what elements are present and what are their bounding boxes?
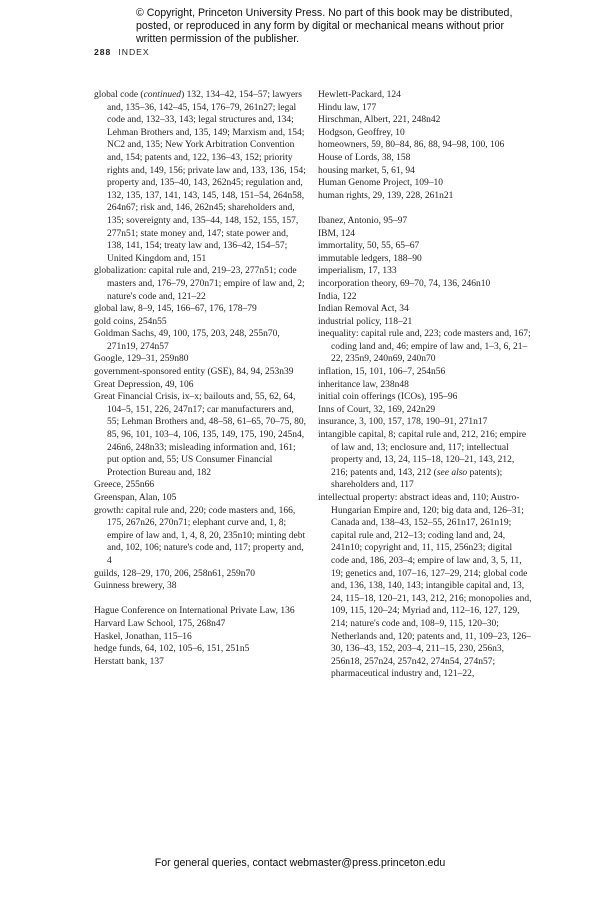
index-letter-gap — [318, 202, 532, 215]
index-entry-text: Greenspan, Alan, 105 — [94, 493, 177, 503]
index-entry — [318, 291, 532, 304]
contact-footer: For general queries, contact webmaster@press.princeton.edu — [154, 857, 446, 869]
index-entry — [318, 89, 532, 102]
index-entry-text: Goldman Sachs, 49, 100, 175, 203, 248, 255n70, 271n19, 274n57 — [94, 329, 280, 352]
index-entry — [94, 89, 306, 265]
index-letter-gap — [94, 593, 306, 606]
index-entry — [94, 505, 306, 568]
index-entry-text: inequality: capital rule and, 223; code masters and, 167; coding land and, 46; empire of law and, 1–3, 6, 21–22, 235n9, 240n69, 240n70 — [318, 329, 531, 365]
index-entry-text: Guinness brewery, 38 — [94, 581, 177, 592]
index-entry — [94, 353, 306, 366]
index-entry — [318, 228, 532, 241]
index-entry-text: guilds, 128–29, 170, 206, 258n61, 259n70 — [94, 568, 255, 579]
index-entry-text: intellectual property: abstract ideas and, 110; Austro-Hungarian Empire and, 120; big data and, 126–31; Canada and, 138–43, 152–55, 261n17, 261n19; capital rule and, 212–13; coding land and, 24, 241n10; copyright and, 11, 115, 256n23; digital code and, 186, 203–4; empire of law and, 3, 5, 11, 19; genetics and, 107–16, 127–29, 214; global code and, 136, 138, 140, 143; intangible capital and, 13, 24, 115–18, 120–21, 143, 212, 216; monopolies and, 109, 115, 120–24; Myriad and, 112–16, 127, 129, 214; nature's code and, 108–9, 115, 120–30; Netherlands and, 120; patents and, 11, 109–23, 126–30, 136–43, 152, 203–4, 211–15, 230, 256n3, 256n18, 257n24, 257n42, 274n54, 274n57; pharmaceutical industry and, 121–22, — [318, 493, 532, 680]
index-entry — [94, 265, 306, 303]
index-entry-text: housing market, 5, 61, 94 — [318, 165, 415, 176]
index-entry-text: gold coins, 254n55 — [94, 316, 167, 327]
index-entry-text: Ibanez, Antonio, 95–97 — [318, 215, 408, 226]
index-entry — [94, 316, 306, 329]
index-entry — [94, 492, 306, 505]
index-entry-text: insurance, 3, 100, 157, 178, 190–91, 271n17 — [318, 417, 488, 428]
index-entry-text: initial coin offerings (ICOs), 195–96 — [318, 392, 458, 403]
index-entry-text: Herstatt bank, 137 — [94, 656, 164, 667]
index-entry — [318, 114, 532, 127]
section-title: INDEX — [118, 47, 150, 57]
index-entry — [318, 165, 532, 178]
index-entry-text: 132, 134–42, 154–57; lawyers and, 135–36, 142–45, 154, 176–79, 261n27; legal code and, 132–33, 143; legal structures and, 134; Lehman Brothers and, 135, 149; Marxism and, 154; NC2 and, 135; New York Arbitration Convention and, 154; patents and, 122, 136–43, 152; priority rights and, 149, 156; private law and, 133, 136, 154; property and, 135–40, 143, 262n45; regulation and, 132, 135, 137, 141, 143, 145, 148, 151–54, 264n58, 264n67; risk and, 146, 262n45; shareholders and, 135; sovereignty and, 135–44, 148, 152, 155, 157, 277n51; state money and, 147; state power and, 138, 141, 154; treaty law and, 136–42, 154–57; United Kingdom and, 151 — [107, 90, 306, 264]
index-entry-text: Great Depression, 49, 106 — [94, 379, 194, 390]
index-entry-text: intangible capital, 8; capital rule and, 212, 216; empire of law and, 13; enclosure and, 117; intellectual property and, 13, 24, 115–18, 120–21, 143, 212, 216; patents and, 143, 212 ( — [318, 430, 527, 478]
index-entry — [94, 328, 306, 353]
index-entry-text: human rights, 29, 139, 228, 261n21 — [318, 190, 454, 201]
index-entry-text: Hirschman, Albert, 221, 248n42 — [318, 115, 441, 126]
index-entry-text: Google, 129–31, 259n80 — [94, 354, 189, 365]
index-entry-text: Harvard Law School, 175, 268n47 — [94, 618, 226, 629]
index-entry — [318, 416, 532, 429]
index-entry-text: globalization: capital rule and, 219–23, 277n51; code masters and, 176–79, 270n71; empire of law and, 2; nature's code and, 121–22 — [94, 266, 305, 302]
index-entry — [94, 643, 306, 656]
index-entry — [318, 127, 532, 140]
index-entry-text: hedge funds, 64, 102, 105–6, 151, 251n5 — [94, 644, 250, 655]
index-entry-text: Hewlett-Packard, 124 — [318, 90, 401, 100]
index-entry-text: Greece, 255n66 — [94, 480, 155, 491]
index-entry-text: IBM, 124 — [318, 228, 355, 239]
index-entry-text: Human Genome Project, 109–10 — [318, 178, 444, 189]
index-entry — [318, 328, 532, 366]
index-entry — [318, 240, 532, 253]
index-entry — [318, 278, 532, 291]
index-entry — [318, 404, 532, 417]
index-entry-text: global law, 8–9, 145, 166–67, 176, 178–79 — [94, 304, 257, 315]
index-entry — [94, 618, 306, 631]
index-entry — [318, 391, 532, 404]
index-entry — [318, 253, 532, 266]
index-entry-text: Great Financial Crisis, ix–x; bailouts and, 55, 62, 64, 104–5, 151, 226, 247n17; car manufacturers and, 55; Lehman Brothers and, 48–58, 61–65, 70–75, 80, 85, 96, 101, 103–4, 106, 135, 149, 175, 190, 245n4, 246n6, 248n33; misleading information and, 161; put option and, 55; US Consumer Financial Protection Bureau and, 182 — [94, 392, 306, 478]
index-entry — [94, 366, 306, 379]
index-entry-text: Haskel, Jonathan, 115–16 — [94, 631, 192, 642]
index-entry-text: incorporation theory, 69–70, 74, 136, 246n10 — [318, 278, 491, 289]
index-entry — [318, 152, 532, 165]
index-entry-text: global code ( — [94, 90, 144, 100]
index-entry-text: Inns of Court, 32, 169, 242n29 — [318, 404, 436, 415]
index-entry — [94, 656, 306, 669]
index-entry-text: growth: capital rule and, 220; code masters and, 166, 175, 267n26, 270n71; elephant curve and, 1, 8; empire of law and, 1, 4, 8, 20, 235n10; minting debt and, 102, 106; nature's code and, 117; property and, 4 — [94, 505, 306, 566]
page-number: 288 — [94, 47, 112, 57]
index-entry — [94, 303, 306, 316]
index-entry-text: ) — [181, 90, 185, 100]
index-entry — [318, 316, 532, 329]
copyright-notice: © Copyright, Princeton University Press. No part of this book may be distributed, posted, or reproduced in any form by digital or mechanical means without prior written permission of the publisher. — [136, 7, 513, 46]
index-entry — [318, 303, 532, 316]
index-entry-text: Indian Removal Act, 34 — [318, 304, 409, 315]
index-column-right — [318, 89, 532, 681]
index-entry — [318, 215, 532, 228]
index-entry — [318, 379, 532, 392]
index-entry-text: immutable ledgers, 188–90 — [318, 253, 422, 264]
index-entry — [94, 631, 306, 644]
index-entry-text: inheritance law, 238n48 — [318, 379, 409, 390]
index-entry — [318, 492, 532, 681]
index-entry — [318, 265, 532, 278]
index-entry — [318, 190, 532, 203]
index-entry-text: Hindu law, 177 — [318, 102, 377, 113]
index-entry — [94, 568, 306, 581]
index-entry-text: House of Lords, 38, 158 — [318, 152, 411, 163]
index-entry — [318, 366, 532, 379]
index-entry — [318, 429, 532, 492]
index-entry — [94, 391, 306, 479]
index-entry — [94, 379, 306, 392]
running-header — [94, 47, 150, 57]
index-entry — [94, 580, 306, 593]
index-entry — [318, 102, 532, 115]
index-entry — [318, 177, 532, 190]
index-entry-text: India, 122 — [318, 291, 357, 302]
index-entry-italic: see also — [436, 467, 468, 478]
index-entry-text: patents); shareholders and, 117 — [331, 467, 503, 491]
index-entry-text: government-sponsored entity (GSE), 84, 94, 253n39 — [94, 367, 294, 378]
index-entry-italic: continued — [143, 90, 182, 100]
index-entry-text: Hague Conference on International Private Law, 136 — [94, 606, 295, 617]
index-entry-text: Hodgson, Geoffrey, 10 — [318, 127, 405, 138]
index-entry-text: imperialism, 17, 133 — [318, 266, 397, 277]
index-entry — [94, 605, 306, 618]
index-entry-text: industrial policy, 118–21 — [318, 316, 413, 327]
index-entry-text: homeowners, 59, 80–84, 86, 88, 94–98, 100, 106 — [318, 140, 505, 151]
index-entry — [94, 479, 306, 492]
index-entry-text: inflation, 15, 101, 106–7, 254n56 — [318, 367, 446, 378]
index-column-left — [94, 89, 306, 668]
index-entry-text: immortality, 50, 55, 65–67 — [318, 241, 420, 252]
index-entry — [318, 139, 532, 152]
